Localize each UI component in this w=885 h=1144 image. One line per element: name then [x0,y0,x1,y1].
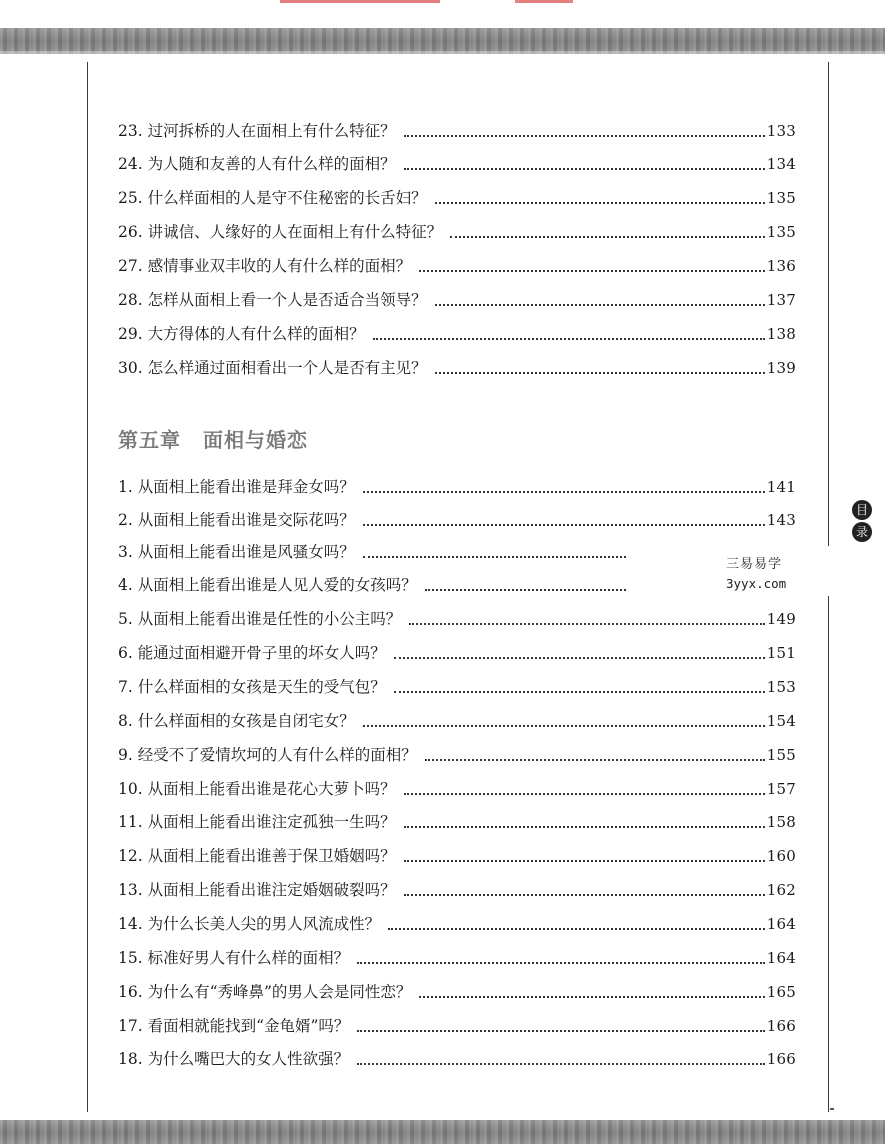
toc-entry[interactable] [118,911,796,935]
leader-dots [363,491,765,493]
leader-dots [357,1063,765,1065]
toc-entry-title: 30. 怎么样通过面相看出一个人是否有主见？ [118,359,427,377]
leader-dots [419,270,765,272]
leader-dots [435,372,765,374]
toc-entry-page: 154 [766,712,796,730]
toc-entry-page: 134 [766,155,796,173]
toc-entry-title: 11. 从面相上能看出谁注定孤独一生吗？ [118,813,396,831]
toc-entry-page: 135 [766,223,796,241]
side-tab-lu: 录 [852,522,872,542]
toc-entry[interactable] [118,1046,796,1070]
leader-dots [373,338,765,340]
toc-entry-page: 135 [766,189,796,207]
toc-entry[interactable] [118,474,796,498]
toc-entry-title: 8. 什么样面相的女孩是自闭宅女？ [118,712,355,730]
leader-dots [435,304,765,306]
toc-entry[interactable] [118,355,796,379]
toc-entry-page: 136 [766,257,796,275]
leader-dots [357,1030,764,1032]
toc-entry-title: 15. 标准好男人有什么样的面相？ [118,949,350,967]
toc-entry-title: 27. 感情事业双丰收的人有什么样的面相？ [118,257,412,275]
toc-entry[interactable] [118,945,796,969]
toc-entry-page: 162 [766,881,796,899]
toc-entry[interactable] [118,674,796,698]
toc-entry-title: 16. 为什么有“秀峰鼻”的男人会是同性恋？ [118,983,412,1001]
toc-entry-page: 137 [766,291,796,309]
leader-dots [404,793,765,795]
chapter-title: 面相与婚恋 [203,428,308,452]
toc-entry-title: 7. 什么样面相的女孩是天生的受气包？ [118,678,386,696]
toc-entry[interactable] [118,979,796,1003]
toc-entry[interactable] [118,708,796,732]
leader-dots [409,623,765,625]
toc-entry[interactable] [118,809,796,833]
toc-entry[interactable] [118,287,796,311]
toc-entry-title: 2. 从面相上能看出谁是交际花吗？ [118,511,355,529]
toc-entry[interactable] [118,507,796,531]
toc-entry-title: 23. 过河拆桥的人在面相上有什么特征？ [118,122,396,140]
watermark-name: 三易易学 [726,557,783,572]
toc-entry[interactable] [118,1013,796,1037]
toc-entry-title: 3. 从面相上能看出谁是风骚女吗？ [118,543,355,561]
toc-entry-title: 4. 从面相上能看出谁是人见人爱的女孩吗？ [118,576,417,594]
toc-entry-page: 139 [766,359,796,377]
toc-entry-title: 26. 讲诚信、人缘好的人在面相上有什么特征？ [118,223,443,241]
toc-entry[interactable] [118,151,796,175]
toc-entry-title: 9. 经受不了爱情坎坷的人有什么样的面相？ [118,746,417,764]
leader-dots [363,725,765,727]
toc-entry-title: 25. 什么样面相的人是守不住秘密的长舌妇？ [118,189,427,207]
leader-dots [404,168,765,170]
toc-entry[interactable] [118,776,796,800]
toc-entry[interactable] [118,640,796,664]
toc-entry-title: 24. 为人随和友善的人有什么样的面相？ [118,155,396,173]
toc-entry-title: 13. 从面相上能看出谁注定婚姻破裂吗？ [118,881,396,899]
toc-entry-page: 149 [766,610,796,628]
toc-entry-title: 6. 能通过面相避开骨子里的坏女人吗？ [118,644,386,662]
toc-entry-page: 151 [766,644,796,662]
leader-dots [435,202,765,204]
leader-dots [357,962,765,964]
toc-entry-title: 29. 大方得体的人有什么样的面相？ [118,325,365,343]
toc-entry-title: 17. 看面相就能找到“金龟婿”吗？ [118,1017,350,1035]
toc-entry[interactable] [118,253,796,277]
toc-entry[interactable] [118,742,796,766]
toc-entry-title: 18. 为什么嘴巴大的女人性欲强？ [118,1050,350,1068]
toc-entry-title: 28. 怎样从面相上看一个人是否适合当领导？ [118,291,427,309]
toc-entry[interactable] [118,321,796,345]
leader-dots [363,556,626,558]
toc-entry[interactable] [118,118,796,142]
leader-dots [450,236,765,238]
toc-entry-title: 10. 从面相上能看出谁是花心大萝卜吗？ [118,780,396,798]
toc-entry-page: 158 [766,813,796,831]
watermark-url: 3yyx.com [726,576,787,591]
toc-entry-title: 1. 从面相上能看出谁是拜金女吗？ [118,478,355,496]
toc-entry-title: 14. 为什么长美人尖的男人风流成性？ [118,915,381,933]
toc-entry[interactable] [118,185,796,209]
chapter-number: 第五章 [118,428,181,452]
leader-dots [363,524,765,526]
chapter-heading [118,424,308,453]
leader-dots [425,759,765,761]
toc-entry-page: 164 [766,949,796,967]
toc-entry-page: 141 [766,478,796,496]
leader-dots [394,691,765,693]
toc-entry-title: 5. 从面相上能看出谁是任性的小公主吗？ [118,610,402,628]
leader-dots [404,135,765,137]
toc-entry-page: 155 [766,746,796,764]
leader-dots [394,657,765,659]
toc-entry-page: 166 [766,1017,796,1035]
leader-dots [388,928,765,930]
toc-entry-page: 153 [766,678,796,696]
leader-dots [404,826,765,828]
toc-entry[interactable] [118,572,628,596]
toc-entry-page: 138 [766,325,796,343]
toc-entry-title: 12. 从面相上能看出谁善于保卫婚姻吗？ [118,847,396,865]
toc-entry-page: 143 [766,511,796,529]
toc-entry-page: 164 [766,915,796,933]
toc-entry-page: 165 [766,983,796,1001]
toc-entry-page: 133 [766,122,796,140]
toc-entry-page: 157 [766,780,796,798]
leader-dots [404,894,765,896]
toc-entry-page: 160 [766,847,796,865]
toc-entry[interactable] [118,843,796,867]
toc-entry[interactable] [118,219,796,243]
toc-entry[interactable] [118,539,628,563]
leader-dots [425,589,626,591]
leader-dots [419,996,764,998]
toc-entry[interactable] [118,606,796,630]
leader-dots [404,860,765,862]
toc-entry-page: 166 [766,1050,796,1068]
side-tab-mu: 目 [852,500,872,520]
toc-entry[interactable] [118,877,796,901]
